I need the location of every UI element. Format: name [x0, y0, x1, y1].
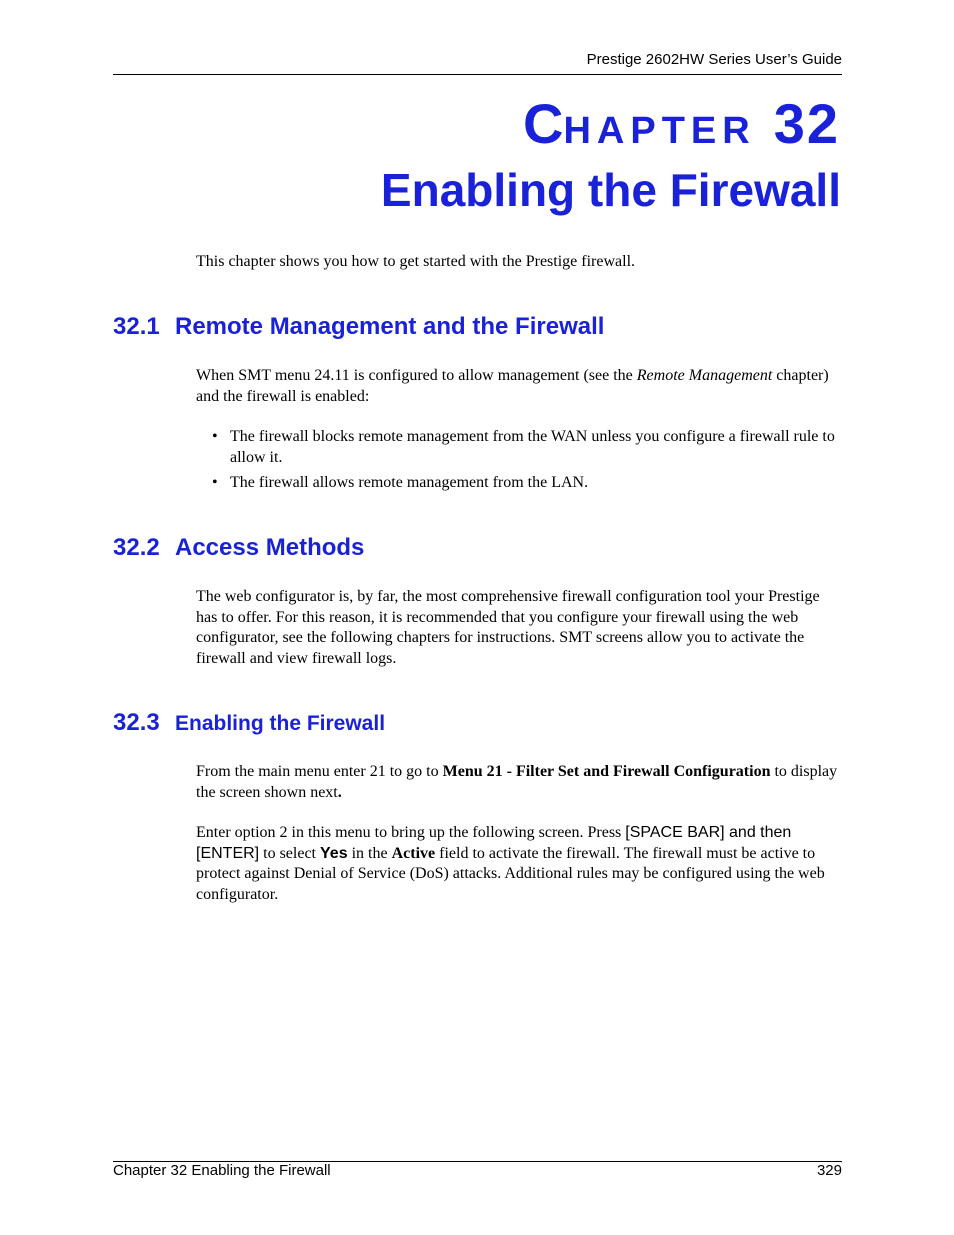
- section1-paragraph: [196, 366, 842, 407]
- option-reference: Yes: [320, 844, 348, 862]
- intro-paragraph: This chapter shows you how to get started with the Prestige firewall.: [196, 253, 636, 270]
- footer-chapter-title: Chapter 32 Enabling the Firewall: [113, 1162, 331, 1179]
- section1-bullet-list: [212, 427, 842, 499]
- text-run: to select: [259, 844, 320, 862]
- bullet-icon: •: [212, 428, 218, 445]
- header-rule: [113, 74, 842, 75]
- section-number: 32.3: [113, 709, 160, 736]
- section-heading-32-1: [113, 313, 604, 342]
- section-title: Access Methods: [175, 534, 365, 561]
- list-item-text: The firewall allows remote management from the LAN.: [230, 474, 589, 491]
- text-run: to display the screen shown next: [196, 763, 838, 801]
- field-reference: Active: [391, 844, 436, 862]
- chapter-label: [523, 92, 840, 155]
- section-title: Remote Management and the Firewall: [175, 313, 605, 340]
- text-run: When SMT menu 24.11 is configured to allow management (see the: [196, 367, 637, 384]
- chapter-title: Enabling the Firewall: [380, 164, 841, 216]
- chapter-number: 32: [773, 92, 840, 155]
- text-run: .: [337, 783, 342, 801]
- section3-paragraph-1: [196, 762, 842, 803]
- section-number: 32.1: [113, 313, 160, 340]
- section-number: 32.2: [113, 534, 160, 561]
- menu-reference: Menu 21 - Filter Set and Firewall Configuration: [442, 763, 771, 780]
- text-run: field to activate the firewall. The firewall must be active to protect against Denial of Service (DoS) attacks. Additional rules may be configured using the web configurator.: [196, 844, 825, 903]
- running-header: Prestige 2602HW Series User’s Guide: [586, 51, 842, 68]
- cross-reference: Remote Management: [636, 367, 773, 384]
- list-item: [212, 473, 842, 494]
- bullet-icon: •: [212, 474, 218, 491]
- section-title: Enabling the Firewall: [175, 712, 386, 735]
- text-run: in the: [347, 844, 392, 862]
- list-item-text: The firewall blocks remote management from the WAN unless you configure a firewall rule to allow it.: [230, 428, 835, 466]
- text-run: From the main menu enter 21 to go to: [196, 763, 443, 780]
- section2-paragraph: The web configurator is, by far, the most comprehensive firewall configuration tool your Prestige has to offer. For this reason, it is recommended that you configure your firewall using the web configurator, see the following chapters for instructions. SMT screens allow you to activate the firewall and view firewall logs.: [196, 588, 820, 667]
- page-number: 329: [816, 1162, 842, 1179]
- section-heading-32-2: [113, 534, 364, 563]
- key-reference: [SPACE BAR] and then [ENTER]: [196, 824, 792, 862]
- chapter-label-initial: C: [523, 92, 564, 155]
- section-heading-32-3: [113, 709, 385, 738]
- section3-paragraph-2: [196, 823, 842, 905]
- list-item: [212, 427, 842, 468]
- text-run: chapter) and the firewall is enabled:: [196, 367, 829, 405]
- chapter-label-rest: HAPTER: [563, 110, 756, 152]
- text-run: Enter option 2 in this menu to bring up the following screen. Press: [196, 824, 626, 841]
